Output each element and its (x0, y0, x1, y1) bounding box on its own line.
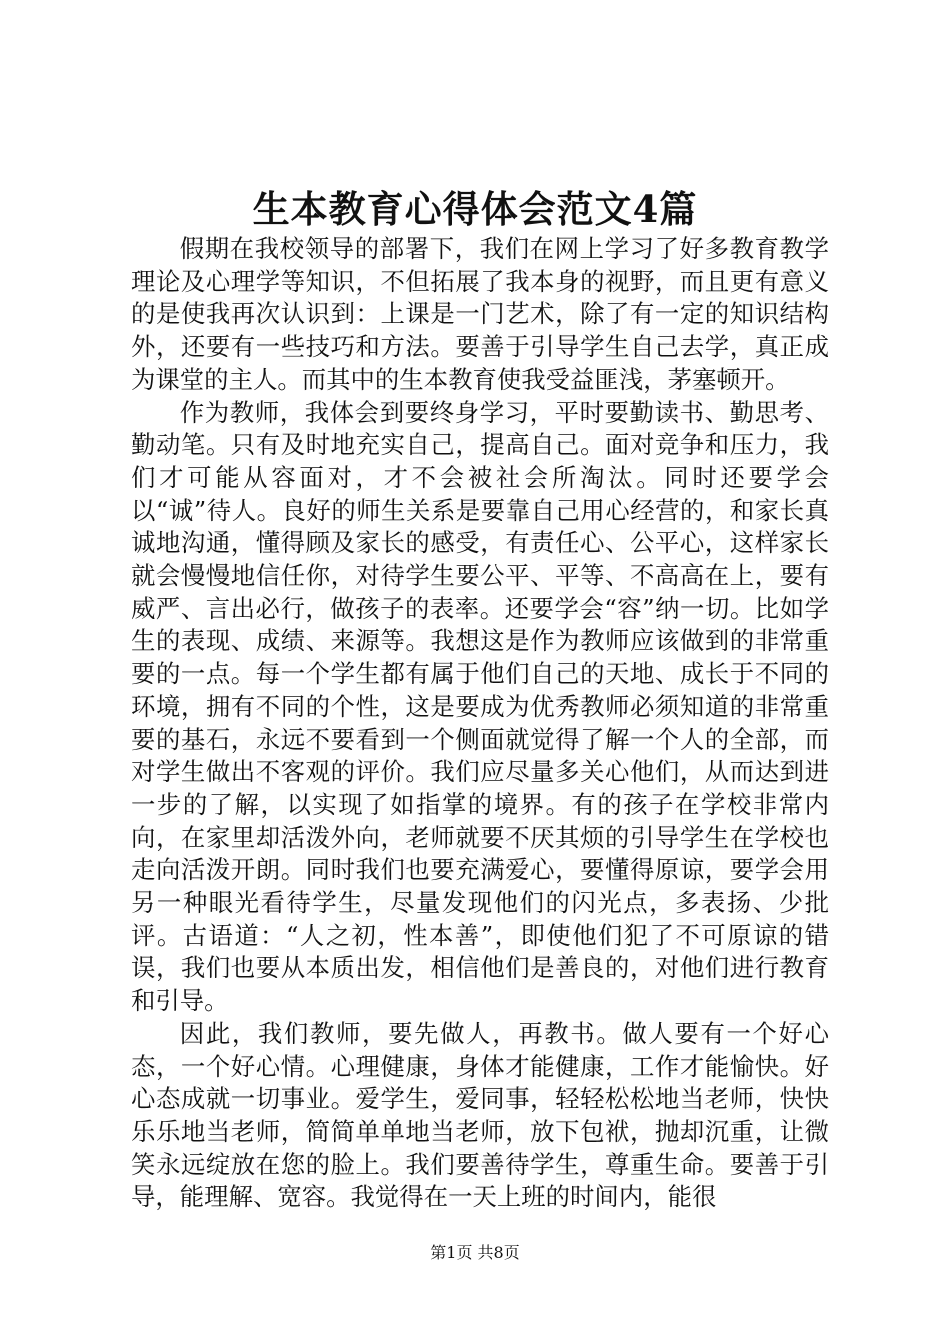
paragraph: 作为教师，我体会到要终身学习，平时要勤读书、勤思考、勤动笔。只有及时地充实自己，提高自己。面对竞争和压力，我们才可能从容面对，才不会被社会所淘汰。同时还要学会以“诚”待人。良好的师生关系是要靠自己用心经营的，和家长真诚地沟通，懂得顾及家长的感受，有责任心、公平心，这样家长就会慢慢地信任你，对待学生要公平、平等、不高高在上，要有威严、言出必行，做孩子的表率。还要学会“容”纳一切。比如学生的表现、成绩、来源等。我想这是作为教师应该做到的非常重要的一点。每一个学生都有属于他们自己的天地、成长于不同的环境，拥有不同的个性，这是要成为优秀教师必须知道的非常重要的基石，永远不要看到一个侧面就觉得了解一个人的全部，而对学生做出不客观的评价。我们应尽量多关心他们，从而达到进一步的了解，以实现了如指掌的境界。有的孩子在学校非常内向，在家里却活泼外向，老师就要不厌其烦的引导学生在学校也走向活泼开朗。同时我们也要充满爱心，要懂得原谅，要学会用另一种眼光看待学生，尽量发现他们的闪光点，多表扬、少批评。古语道：“人之初，性本善”，即使他们犯了不可原谅的错误，我们也要从本质出发，相信他们是善良的，对他们进行教育和引导。 (131, 397, 829, 1016)
document-body (131, 233, 829, 1214)
paragraph: 因此，我们教师，要先做人，再教书。做人要有一个好心态，一个好心情。心理健康，身体才能健康，工作才能愉快。好心态成就一切事业。爱学生，爱同事，轻轻松松地当老师，快快乐乐地当老师，简简单单地当老师，放下包袱，抛却沉重，让微笑永远绽放在您的脸上。我们要善待学生，尊重生命。要善于引导，能理解、宽容。我觉得在一天上班的时间内，能很 (131, 1018, 829, 1212)
document-title: 生本教育心得体会范文4篇 (252, 187, 698, 231)
page-footer: 第1页 共8页 (430, 1243, 520, 1262)
paragraph: 假期在我校领导的部署下，我们在网上学习了好多教育教学理论及心理学等知识，不但拓展了我本身的视野，而且更有意义的是使我再次认识到：上课是一门艺术，除了有一定的知识结构外，还要有一些技巧和方法。要善于引导学生自己去学，真正成为课堂的主人。而其中的生本教育使我受益匪浅，茅塞顿开。 (131, 234, 829, 394)
